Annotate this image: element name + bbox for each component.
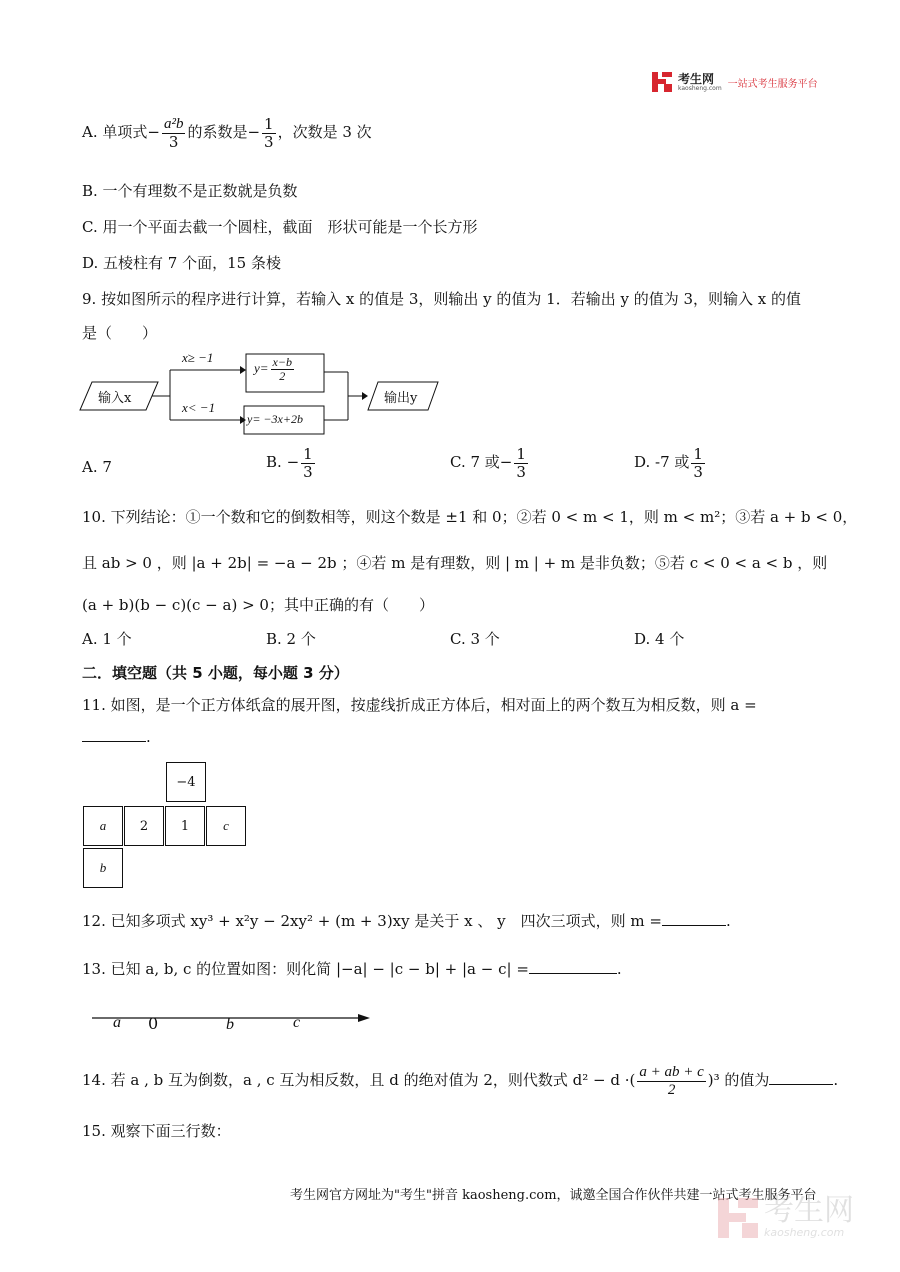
- q9-arrow-top: [240, 366, 246, 374]
- q9-option-b: B. − $\frac{1}{3}$: [266, 445, 313, 481]
- q10-question-line3: (a + b)(b − c)(c − a) > 0；其中正确的有（ ）: [82, 596, 434, 614]
- q9-cond-bottom: x< −1: [182, 400, 216, 415]
- q13-question: 13. 已知 a, b, c 的位置如图：则化简 |−a| − |c − b| + |a − c| = .: [82, 960, 622, 978]
- q10-option-c: C. 3 个: [450, 630, 500, 648]
- q15-question: 15. 观察下面三行数：: [82, 1122, 231, 1140]
- logo-icon: [652, 72, 672, 92]
- q9-arrow-output: [362, 392, 368, 400]
- q9-question-line2: 是（ ）: [82, 324, 158, 342]
- q11-question-line1: 11. 如图，是一个正方体纸盒的展开图，按虚线折成正方体后，相对面上的两个数互为相反数，则 a =: [82, 696, 757, 714]
- q8-a-suffix: ，次数是 3 次: [277, 123, 372, 141]
- q10-option-b: B. 2 个: [266, 630, 316, 648]
- net-cell-c: c: [206, 806, 246, 846]
- q9-arrow-bottom: [240, 416, 246, 424]
- watermark-name: 考生网: [764, 1193, 854, 1228]
- q12-answer-blank[interactable]: [662, 924, 726, 926]
- q9-input-label: 输入x: [98, 391, 132, 406]
- q8-a-coef-fraction: $\frac{1}{3}$: [264, 115, 274, 151]
- number-line-label-zero: 0: [148, 1014, 159, 1033]
- net-cell-top: −4: [166, 762, 206, 802]
- q9-box-top-label: y= $\frac{x-b}{2}$: [254, 355, 292, 384]
- net-cell-a: a: [83, 806, 123, 846]
- q10-question-line1: 10. 下列结论：①一个数和它的倒数相等，则这个数是 ±1 和 0；②若 0 < m < 1，则 m < m²；③若 a + b < 0，: [82, 508, 858, 526]
- q9-option-d: D. -7 或 $\frac{1}{3}$: [634, 445, 703, 481]
- net-cell-b: b: [83, 848, 123, 888]
- number-line-label-c: c: [293, 1014, 301, 1031]
- logo-slogan: 一站式考生服务平台: [727, 78, 818, 90]
- q9-cond-top: x≥ −1: [182, 350, 214, 365]
- q10-question-line2: 且 ab > 0 ，则 |a + 2b| = −a − 2b ；④若 m 是有理数，则 | m | + m 是非负数；⑤若 c < 0 < a < b ，则: [82, 554, 828, 572]
- q9-question-line1: 9. 按如图所示的程序进行计算，若输入 x 的值是 3，则输出 y 的值为 1．若输出 y 的值为 3，则输入 x 的值: [82, 290, 802, 308]
- net-cell-2: 2: [124, 806, 164, 846]
- q8-option-b: B. 一个有理数不是正数就是负数: [82, 182, 298, 200]
- q10-option-a: A. 1 个: [82, 630, 132, 648]
- q14-question: 14. 若 a , b 互为倒数，a , c 互为相反数，且 d 的绝对值为 2，则代数式 d² − d ·( $\frac{a + ab + c}{2}$ )³ 的值为 .: [82, 1064, 839, 1098]
- q8-a-prefix: A. 单项式: [82, 123, 148, 141]
- q8-a-mid: 的系数是: [187, 123, 248, 141]
- footer-watermark: [718, 1193, 854, 1239]
- logo-wordmark: [678, 73, 722, 92]
- q11-answer-blank[interactable]: [82, 740, 146, 742]
- q14-answer-blank[interactable]: [769, 1083, 833, 1085]
- q8-a-minus: −: [147, 123, 160, 141]
- number-line-arrow: [358, 1014, 370, 1022]
- q9-option-c: C. 7 或− $\frac{1}{3}$: [450, 445, 526, 481]
- logo-name: 考生网: [678, 71, 715, 86]
- q8-a-fraction: $\frac{\text{a²b}}{3}$: [163, 116, 184, 151]
- section-title: 二．填空题（共 5 小题，每小题 3 分）: [82, 664, 349, 682]
- watermark-domain: kaosheng.com: [764, 1226, 845, 1239]
- q11-question-line2: .: [82, 728, 151, 746]
- q9-box-bottom-label: y= −3x+2b: [247, 412, 303, 426]
- number-line-label-a: a: [113, 1014, 121, 1031]
- q10-option-d: D. 4 个: [634, 630, 685, 648]
- header-logo: [652, 72, 818, 92]
- footer-text: 考生网官方网址为"考生"拼音 kaosheng.com，诚邀全国合作伙伴共建一站式考生服务平台: [290, 1188, 817, 1203]
- number-line-label-b: b: [226, 1016, 234, 1033]
- net-cell-1: 1: [165, 806, 205, 846]
- q9-option-a: A. 7: [82, 458, 112, 476]
- watermark-wordmark: [764, 1193, 854, 1239]
- q9-output-label: 输出y: [384, 391, 418, 406]
- q8-option-d: D. 五棱柱有 7 个面，15 条棱: [82, 254, 281, 272]
- logo-domain: kaosheng.com: [678, 84, 722, 92]
- watermark-logo-icon: [718, 1198, 758, 1238]
- q8-option-c: C. 用一个平面去截一个圆柱，截面 形状可能是一个长方形: [82, 218, 478, 236]
- q12-question: 12. 已知多项式 xy³ + x²y − 2xy² + (m + 3)xy 是关于 x 、 y 四次三项式，则 m = .: [82, 912, 731, 930]
- q13-answer-blank[interactable]: [529, 972, 617, 974]
- q8-option-a: A. 单项式− $\frac{\text{a²b}}{3}$ 的系数是− $\frac{1}{3}$ ，次数是 3 次: [82, 115, 372, 151]
